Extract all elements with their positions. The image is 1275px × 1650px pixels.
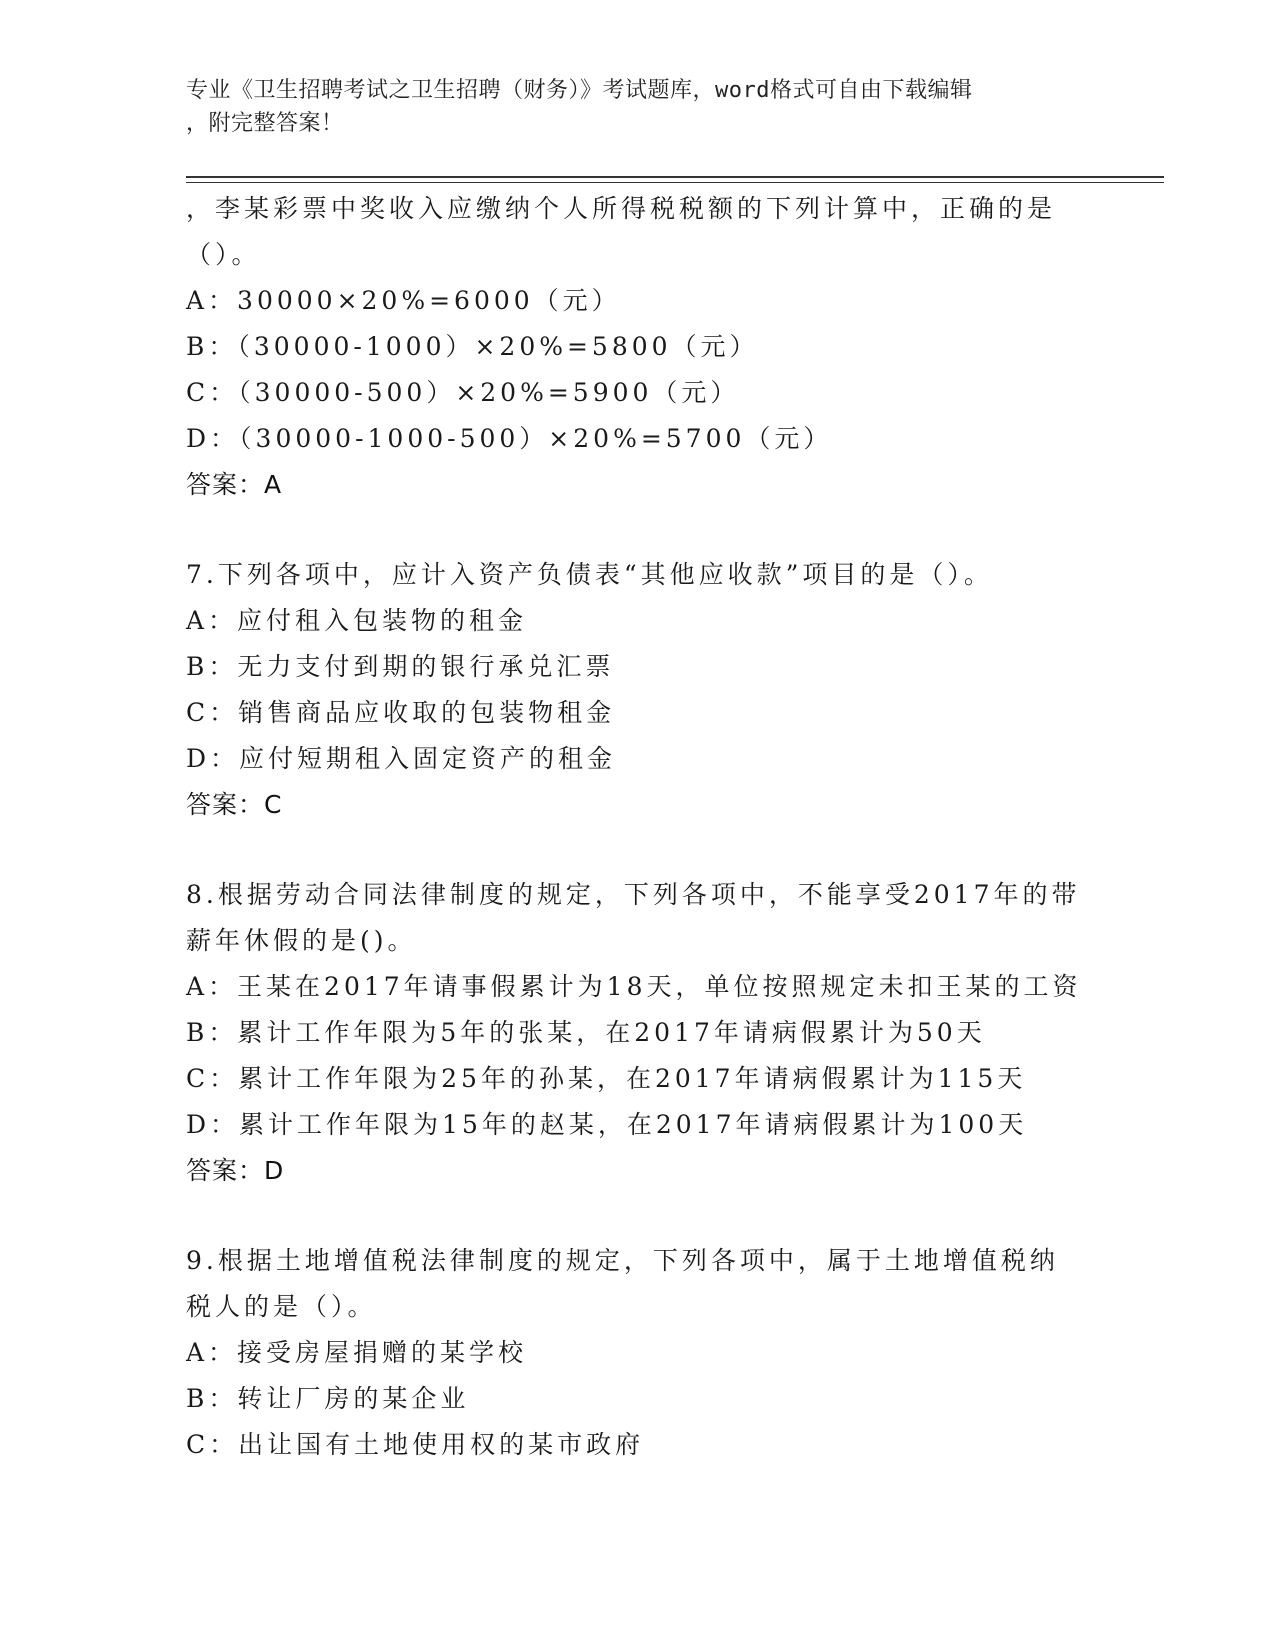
option-a: A：接受房屋捐赠的某学校 bbox=[186, 1338, 528, 1367]
option-d: D：累计工作年限为15年的赵某，在2017年请病假累计为100天 bbox=[186, 1110, 1028, 1139]
answer-line: 答案：C bbox=[186, 790, 283, 819]
header-divider-thick bbox=[186, 176, 1164, 178]
question-9 bbox=[186, 1238, 1086, 1468]
option-a: A：王某在2017年请事假累计为18天，单位按照规定未扣王某的工资 bbox=[186, 972, 1082, 1001]
option-b: B：（30000-1000）×20%=5800（元） bbox=[186, 332, 759, 361]
question-spacer bbox=[186, 1194, 1086, 1238]
option-c: C：销售商品应收取的包装物租金 bbox=[186, 698, 616, 727]
header-title-line-1: 专业《卫生招聘考试之卫生招聘（财务）》考试题库，word格式可自由下载编辑 bbox=[186, 78, 973, 103]
question-8 bbox=[186, 872, 1086, 1194]
option-c: C：（30000-500）×20%=5900（元） bbox=[186, 378, 740, 407]
question-stem-line-2: 薪年休假的是()。 bbox=[186, 926, 417, 955]
question-stem-line-2: 税人的是（）。 bbox=[186, 1292, 377, 1321]
option-d: D：（30000-1000-500）×20%=5700（元） bbox=[186, 424, 833, 453]
option-b: B：无力支付到期的银行承兑汇票 bbox=[186, 652, 615, 681]
question-6 bbox=[186, 186, 1086, 508]
question-spacer bbox=[186, 828, 1086, 872]
option-d: D：应付短期租入固定资产的租金 bbox=[186, 744, 617, 773]
question-stem-line-1: 7.下列各项中，应计入资产负债表“其他应收款”项目的是（）。 bbox=[186, 560, 993, 589]
question-content bbox=[186, 186, 1086, 1468]
question-7 bbox=[186, 552, 1086, 828]
answer-line: 答案：D bbox=[186, 1156, 285, 1185]
option-c: C：累计工作年限为25年的孙某，在2017年请病假累计为115天 bbox=[186, 1064, 1027, 1093]
option-a: A：应付租入包装物的租金 bbox=[186, 606, 528, 635]
header-title-line-2: ，附完整答案！ bbox=[186, 111, 344, 136]
question-spacer bbox=[186, 508, 1086, 552]
option-b: B：累计工作年限为5年的张某，在2017年请病假累计为50天 bbox=[186, 1018, 986, 1047]
question-stem-line-1: ，李某彩票中奖收入应缴纳个人所得税税额的下列计算中，正确的是 bbox=[186, 194, 1057, 223]
question-stem-line-2: （）。 bbox=[186, 240, 261, 269]
header-divider-thin bbox=[186, 182, 1164, 183]
document-header bbox=[186, 74, 1066, 140]
answer-line: 答案：A bbox=[186, 470, 283, 499]
question-stem-line-1: 9.根据土地增值税法律制度的规定，下列各项中，属于土地增值税纳 bbox=[186, 1246, 1059, 1275]
option-b: B：转让厂房的某企业 bbox=[186, 1384, 470, 1413]
option-a: A：30000×20%=6000（元） bbox=[186, 286, 621, 315]
question-stem-line-1: 8.根据劳动合同法律制度的规定，下列各项中，不能享受2017年的带 bbox=[186, 880, 1081, 909]
option-c: C：出让国有土地使用权的某市政府 bbox=[186, 1430, 645, 1459]
